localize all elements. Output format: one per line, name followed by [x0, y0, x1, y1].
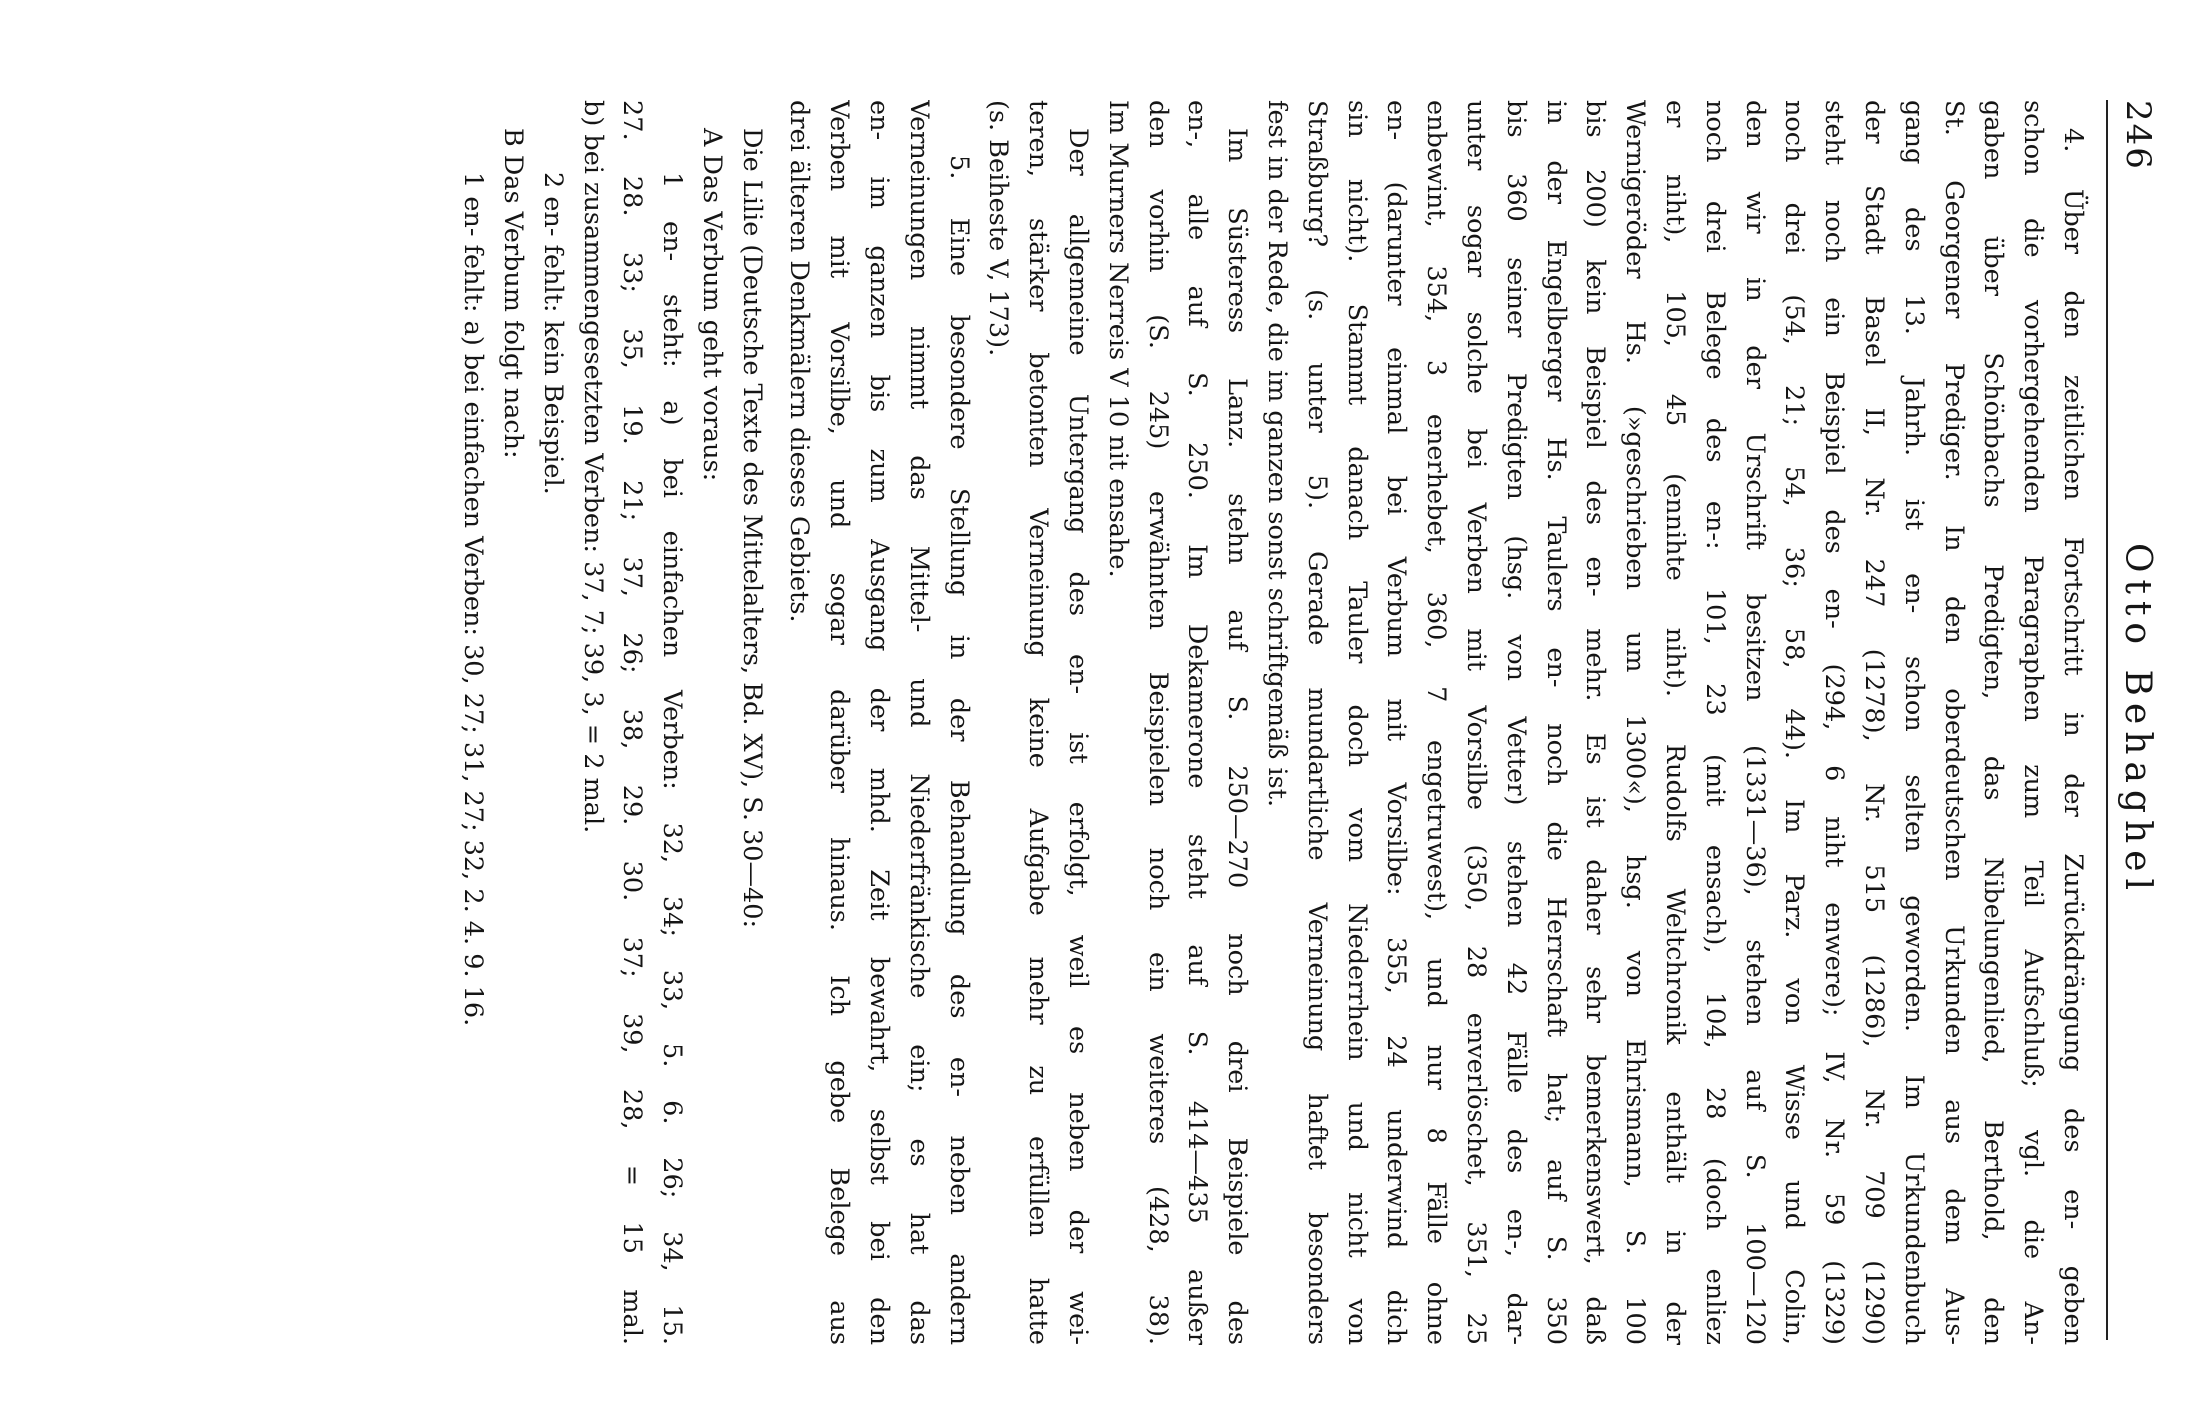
- text-line: er niht), 105, 45 (ennihte niht). Rudolfs Weltchronik enthält in der: [1660, 100, 1691, 1345]
- text-line: en- (darunter einmal bei Verbum mit Vorsilbe: 355, 24 underwind dich: [1381, 100, 1412, 1345]
- text-line: teren, stärker betonten Verneinung keine Aufgabe mehr zu erfüllen hatte: [1023, 100, 1054, 1345]
- text-line: Wernigeröder Hs. (»geschrieben um 1300«), hsg. von Ehrismann, S. 100: [1620, 100, 1651, 1345]
- text-line: enbewint, 354, 3 enerhebet, 360, 7 engetruwest), und nur 8 Fälle ohne: [1421, 100, 1452, 1345]
- text-line: Im Murners Nerreis V 10 nit ensahe.: [1102, 100, 1133, 578]
- text-line: fest in der Rede, die im ganzen sonst schriftgemäß ist.: [1262, 100, 1293, 808]
- text-line: noch drei (54, 21; 54, 36; 58, 44). Im Parz. von Wisse und Colin,: [1779, 100, 1810, 1345]
- text-line: 5. Eine besondere Stellung in der Behandlung des en- neben andern: [943, 155, 974, 1345]
- text-line: schon die vorhergehenden Paragraphen zum Teil Aufschluß; vgl. die An-: [2018, 100, 2049, 1345]
- text-line: gaben über Schönbachs Predigten, das Nibelungenlied, Berthold, den: [1978, 100, 2009, 1345]
- text-line: b) bei zusammengesetzten Verben: 37, 7; 39, 3, = 2 mal.: [577, 100, 608, 834]
- text-line: Der allgemeine Untergang des en- ist erfolgt, weil es neben der wei-: [1063, 128, 1094, 1345]
- text-line: gang des 13. Jahrh. ist en- schon selten geworden. Im Urkundenbuch: [1898, 100, 1929, 1345]
- text-line: Verben mit Vorsilbe, und sogar darüber hinaus. Ich gebe Belege aus: [824, 100, 855, 1345]
- text-line: (s. Beiheste V, 173).: [983, 100, 1014, 357]
- text-line: B Das Verbum folgt nach:: [497, 128, 528, 459]
- text-line: 4. Über den zeitlichen Fortschritt in der Zurückdrängung des en- geben: [2058, 128, 2088, 1345]
- text-line: den vorhin (S. 245) erwähnten Beispielen noch ein weiteres (428, 38).: [1142, 100, 1173, 1345]
- text-line: unter sogar solche bei Verben mit Vorsilbe (350, 28 enverlöschet, 351, 25: [1461, 100, 1492, 1345]
- text-line: in der Engelberger Hs. Taulers en- noch die Herrschaft hat; auf S. 350: [1540, 100, 1571, 1345]
- text-line: St. Georgener Prediger. In den oberdeutschen Urkunden aus dem Aus-: [1938, 100, 1969, 1345]
- text-line: A Das Verbum geht voraus:: [696, 128, 727, 482]
- text-line: 27. 28. 33; 35, 19. 21; 37, 26; 38, 29. 30. 37; 39, 28, = 15 mal.: [617, 100, 648, 1345]
- text-line: Die Lilie (Deutsche Texte des Mittelalters, Bd. XV), S. 30—40:: [736, 128, 767, 929]
- text-line: den wir in der Urschrift besitzen (1331—36), stehen auf S. 100—120: [1739, 100, 1770, 1345]
- text-line: bis 200) kein Beispiel des en- mehr. Es ist daher sehr bemerkenswert, daß: [1580, 100, 1611, 1345]
- text-line: drei älteren Denkmälern dieses Gebiets.: [784, 100, 815, 623]
- text-line: der Stadt Basel II, Nr. 247 (1278), Nr. 515 (1286), Nr. 709 (1290): [1859, 100, 1890, 1345]
- text-line: Straßburg? (s. unter 5). Gerade mundartliche Verneinung haftet besonders: [1301, 100, 1332, 1345]
- page-number: 246: [2118, 100, 2158, 171]
- body-text: [452, 100, 2092, 1345]
- text-line: en-, alle auf S. 250. Im Dekamerone steht auf S. 414—435 außer: [1182, 100, 1213, 1345]
- text-line: noch drei Belege des en-: 101, 23 (mit ensach), 104, 28 (doch enliez: [1699, 100, 1730, 1345]
- text-line: 1 en- steht: a) bei einfachen Verben: 32, 34; 33, 5. 6. 26; 34, 15.: [657, 172, 688, 1345]
- text-line: bis 360 seiner Predigten (hsg. von Vetter) stehen 42 Fälle des en-, dar-: [1500, 100, 1531, 1345]
- text-line: Verneinungen nimmt das Mittel- und Niederfränkische ein; es hat das: [903, 100, 934, 1345]
- text-line: 2 en- fehlt: kein Beispiel.: [537, 172, 568, 495]
- text-line: sin nicht). Stammt danach Tauler doch vom Niederrhein und nicht von: [1341, 100, 1372, 1345]
- text-line: steht noch ein Beispiel des en- (294, 6 niht enwere); IV, Nr. 59 (1329): [1819, 100, 1850, 1345]
- page-header: [2106, 100, 2158, 1340]
- text-line: en- im ganzen bis zum Ausgang der mhd. Zeit bewahrt, selbst bei den: [864, 100, 895, 1345]
- text-line: 1 en- fehlt: a) bei einfachen Verben: 30, 27; 31, 27; 32, 2. 4. 9. 16.: [458, 172, 489, 1027]
- running-head: Otto Behaghel: [2117, 542, 2158, 898]
- text-line: Im Süsteress Lanz. stehn auf S. 250—270 noch drei Beispiele des: [1222, 128, 1253, 1345]
